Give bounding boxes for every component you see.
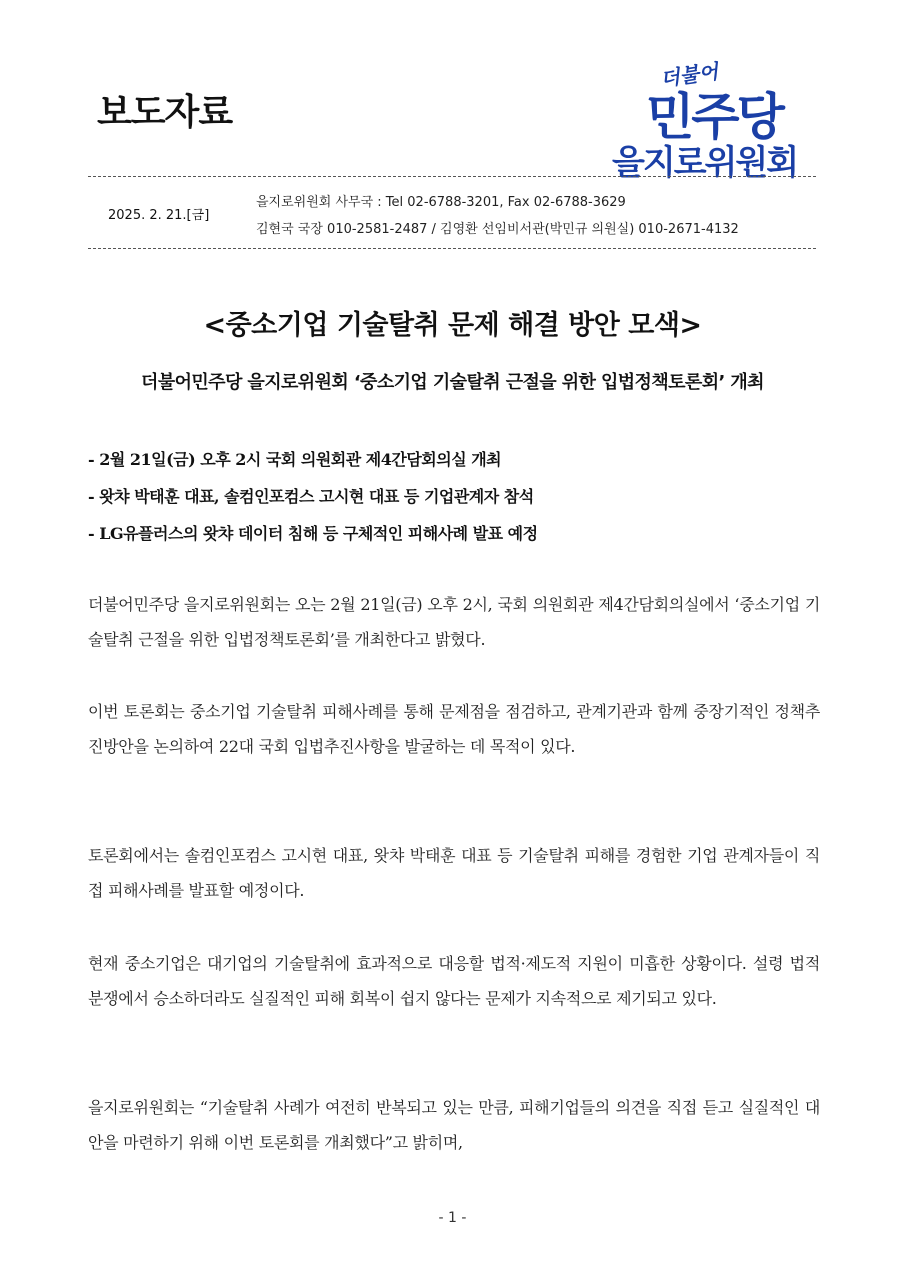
summary-bullet: - 2월 21일(금) 오후 2시 국회 의원회관 제4간담회의실 개최: [88, 450, 502, 469]
release-date: 2025. 2. 21.[금]: [108, 208, 210, 223]
body-paragraph: 을지로위원회는 “기술탈취 사례가 여전히 반복되고 있는 만큼, 피해기업들의 의견을 직접 듣고 실질적인 대안을 마련하기 위해 이번 토론회를 개최했다”고 밝히며,: [88, 1098, 820, 1152]
body-paragraph: 이번 토론회는 중소기업 기술탈취 피해사례를 통해 문제점을 점검하고, 관계기관과 함께 중장기적인 정책추진방안을 논의하여 22대 국회 입법추진사항을 발굴하는 데 목적이 있다.: [88, 702, 820, 756]
contact-office: 을지로위원회 사무국 : Tel 02-6788-3201, Fax 02-6788-3629: [256, 195, 626, 210]
press-title: <중소기업 기술탈취 문제 해결 방안 모색>: [203, 310, 702, 341]
logo-committee-text: 을지로위원회: [612, 143, 798, 183]
press-subtitle: 더불어민주당 을지로위원회 ‘중소기업 기술탈취 근절을 위한 입법정책토론회’ 개최: [141, 372, 764, 393]
document-type-label: 보도자료: [97, 92, 233, 133]
logo-top-text: 더불어: [658, 59, 720, 91]
contact-persons: 김현국 국장 010-2581-2487 / 김영환 선임비서관(박민규 의원실) 010-2671-4132: [256, 222, 739, 237]
page-number: - 1 -: [438, 1210, 467, 1226]
body-paragraph: 더불어민주당 을지로위원회는 오는 2월 21일(금) 오후 2시, 국회 의원회관 제4간담회의실에서 ‘중소기업 기술탈취 근절을 위한 입법정책토론회’를 개최한다고 밝혔다.: [88, 595, 820, 649]
summary-bullet: - LG유플러스의 왓챠 데이터 침해 등 구체적인 피해사례 발표 예정: [88, 524, 538, 543]
party-logo: [610, 55, 815, 183]
logo-main-text: 민주당: [646, 88, 782, 146]
body-paragraph: 현재 중소기업은 대기업의 기술탈취에 효과적으로 대응할 법적·제도적 지원이 미흡한 상황이다. 설령 법적 분쟁에서 승소하더라도 실질적인 피해 회복이 쉽지 않다는 문제가 지속적으로 제기되고 있다.: [88, 954, 820, 1008]
header-divider-top: [88, 176, 816, 177]
header-divider-bottom: [88, 248, 816, 249]
body-paragraph: 토론회에서는 솔컴인포컴스 고시현 대표, 왓챠 박태훈 대표 등 기술탈취 피해를 경험한 기업 관계자들이 직접 피해사례를 발표할 예정이다.: [88, 846, 820, 900]
summary-bullet: - 왓챠 박태훈 대표, 솔컴인포컴스 고시현 대표 등 기업관계자 참석: [88, 487, 534, 506]
